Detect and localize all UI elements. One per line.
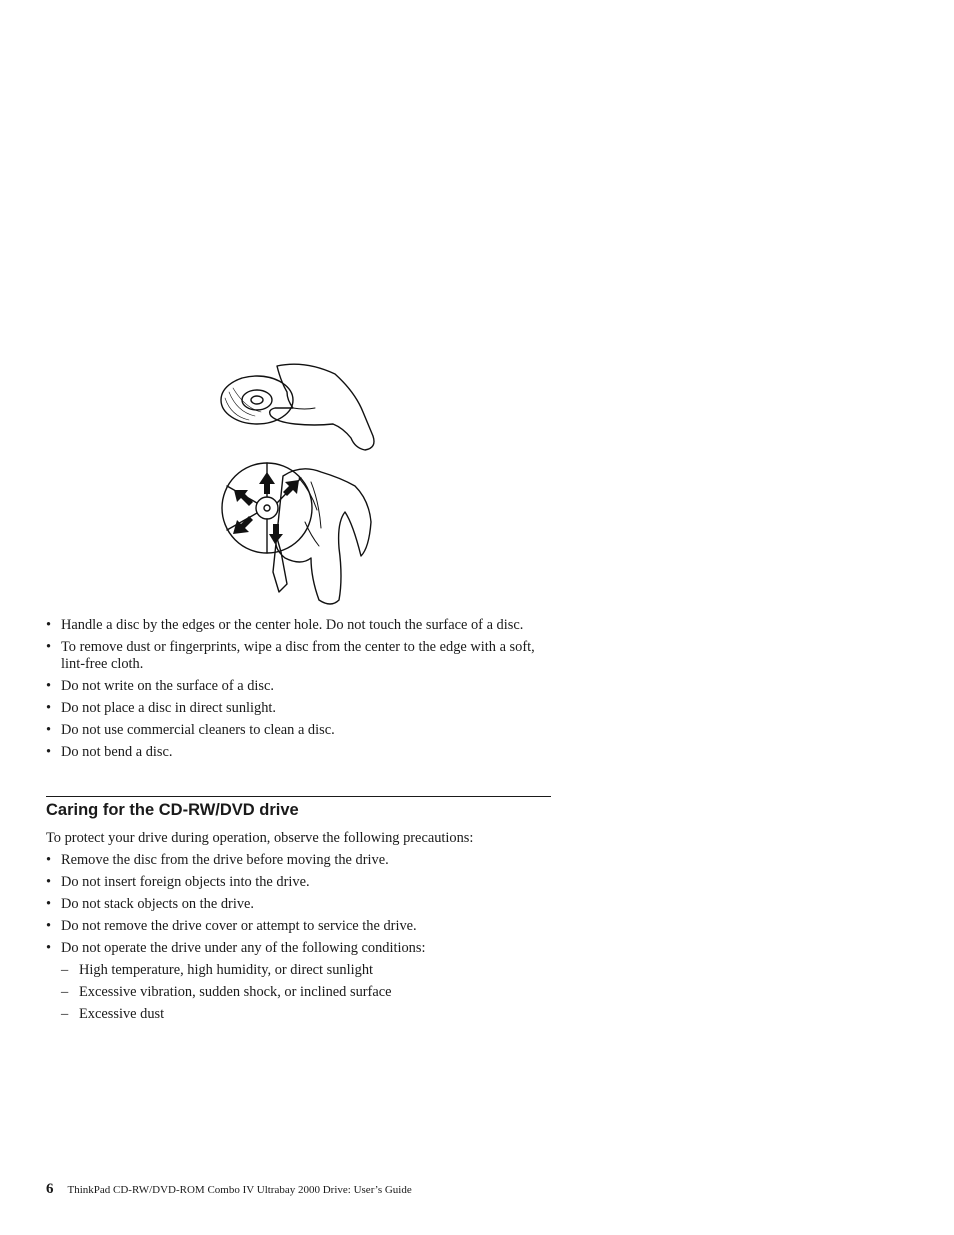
list-item: • Remove the disc from the drive before moving the drive. xyxy=(46,852,389,868)
list-item-text: Do not stack objects on the drive. xyxy=(61,896,255,912)
disc-handling-list xyxy=(46,617,556,766)
list-item: • Do not insert foreign objects into the drive. xyxy=(46,874,310,890)
section-intro: To protect your drive during operation, observe the following precautions: xyxy=(46,830,474,846)
list-item-text: Do not remove the drive cover or attempt to service the drive. xyxy=(61,918,417,934)
arrow-up-right-icon xyxy=(283,480,299,496)
list-item-text: Do not operate the drive under any of the following conditions: xyxy=(61,940,426,956)
list-item: • Do not place a disc in direct sunlight. xyxy=(46,700,277,716)
list-item: • Do not stack objects on the drive. xyxy=(46,896,255,912)
list-item-text: Do not use commercial cleaners to clean a disc. xyxy=(61,722,335,738)
page-footer xyxy=(46,1182,412,1197)
list-item: • Do not operate the drive under any of the following conditions: xyxy=(46,940,426,956)
list-item: • Handle a disc by the edges or the center hole. Do not touch the surface of a disc. xyxy=(46,617,524,633)
document-title: ThinkPad CD-RW/DVD-ROM Combo IV Ultrabay 2000 Drive: User’s Guide xyxy=(67,1184,412,1196)
arrow-up-icon xyxy=(259,472,275,494)
sub-list-item: – Excessive dust xyxy=(61,1006,165,1022)
section-heading: Caring for the CD-RW/DVD drive xyxy=(46,801,299,819)
list-item-text: Handle a disc by the edges or the center hole. Do not touch the surface of a disc. xyxy=(61,617,524,633)
list-item: • Do not write on the surface of a disc. xyxy=(46,678,274,694)
wiping-direction-arrows xyxy=(233,472,299,544)
list-item: • Do not bend a disc. xyxy=(46,744,173,760)
disc-handling-illustration xyxy=(215,352,385,610)
sub-list-item-text: High temperature, high humidity, or direct sunlight xyxy=(79,962,374,978)
list-item: • Do not remove the drive cover or attempt to service the drive. xyxy=(46,918,417,934)
arrow-down-icon xyxy=(269,524,283,544)
drive-precautions-list xyxy=(46,852,556,1028)
list-item-text: Do not insert foreign objects into the drive. xyxy=(61,874,310,890)
list-item-text: To remove dust or fingerprints, wipe a disc from the center to the edge with a soft, lint-free cloth. xyxy=(61,639,535,672)
sub-list-item-text: Excessive vibration, sudden shock, or inclined surface xyxy=(79,984,392,1000)
sub-list-item: – High temperature, high humidity, or direct sunlight xyxy=(61,962,374,978)
list-item-text: Do not write on the surface of a disc. xyxy=(61,678,274,694)
section-divider xyxy=(46,796,551,797)
list-item: • Do not use commercial cleaners to clean a disc. xyxy=(46,722,335,738)
disc-held-by-edges-drawing xyxy=(221,364,374,450)
list-item-text: Do not bend a disc. xyxy=(61,744,173,760)
list-item: • To remove dust or fingerprints, wipe a disc from the center to the edge with a soft, lint-free cloth. xyxy=(46,639,535,672)
sub-list-item: – Excessive vibration, sudden shock, or inclined surface xyxy=(61,984,392,1000)
list-item-text: Remove the disc from the drive before moving the drive. xyxy=(61,852,389,868)
sub-list-item-text: Excessive dust xyxy=(79,1006,165,1022)
list-item-text: Do not place a disc in direct sunlight. xyxy=(61,700,277,716)
arrow-down-left-icon xyxy=(233,516,253,534)
arrow-up-left-icon xyxy=(234,490,253,506)
page-number: 6 xyxy=(46,1181,54,1197)
